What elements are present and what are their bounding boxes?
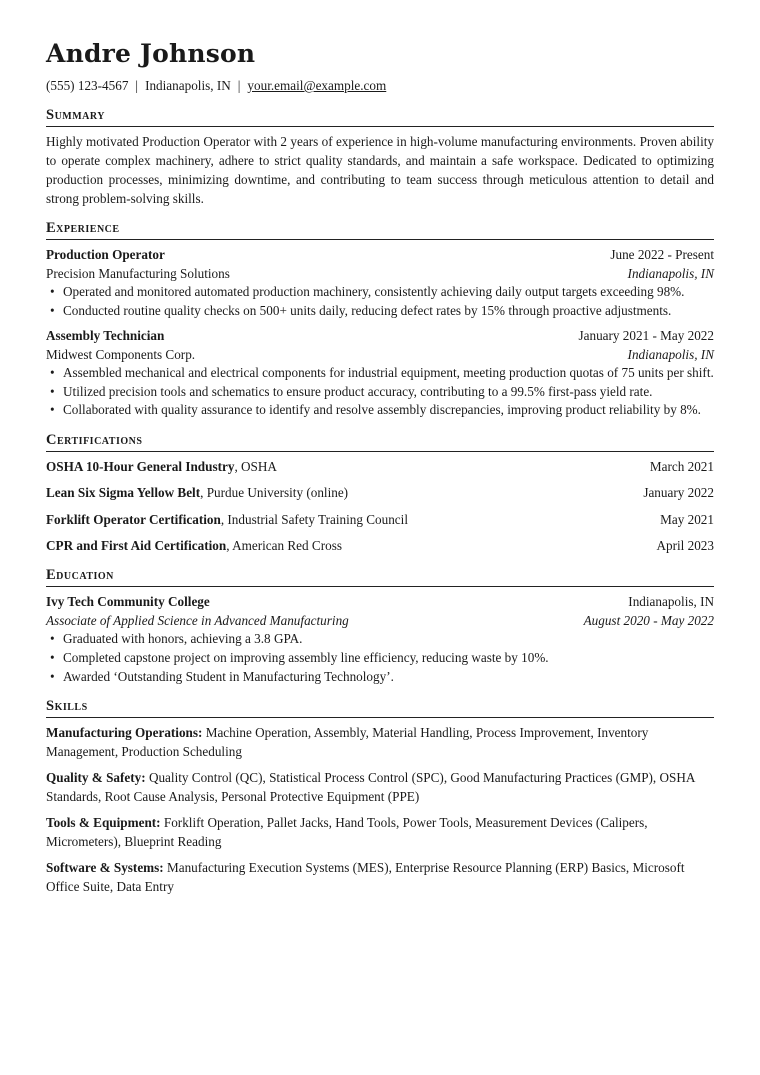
certification-row	[46, 536, 714, 555]
job-role: Production Operator	[46, 247, 165, 262]
job-location: Indianapolis, IN	[627, 347, 714, 363]
education-bullet: • Graduated with honors, achieving a 3.8 GPA.	[63, 630, 714, 649]
job-bullet: • Operated and monitored automated production machinery, consistently achieving daily output targets exceeding 98%.	[63, 283, 714, 302]
phone: (555) 123-4567	[46, 78, 129, 93]
education-bullet: • Completed capstone project on improving assembly line efficiency, reducing waste by 10%.	[63, 649, 714, 668]
skill-label: Manufacturing Operations:	[46, 725, 203, 741]
degree: Associate of Applied Science in Advanced Manufacturing	[46, 613, 349, 629]
certifications-heading: Certifications	[46, 430, 714, 452]
cert-issuer: , OSHA	[234, 458, 277, 474]
summary-heading: Summary	[46, 105, 714, 127]
job-bullets	[46, 283, 714, 320]
contact-line	[46, 77, 714, 95]
job-bullet: • Utilized precision tools and schematics to ensure product accuracy, contributing to a 99.5% first-pass yield rate.	[63, 383, 714, 402]
job-bullet: • Conducted routine quality checks on 500+ units daily, reducing defect rates by 15% through proactive adjustments.	[63, 302, 714, 321]
job-bullets	[46, 364, 714, 420]
certification-row	[46, 457, 714, 476]
job-dates: January 2021 - May 2022	[578, 328, 714, 344]
skill-list: Manufacturing Execution Systems (MES), Enterprise Resource Planning (ERP) Basics, Microsoft Office Suite, Data Entry	[46, 860, 685, 895]
skill-list: Forklift Operation, Pallet Jacks, Hand Tools, Power Tools, Measurement Devices (Calipers, Micrometers), Blueprint Reading	[46, 815, 648, 850]
job-dates: June 2022 - Present	[610, 247, 714, 262]
skill-list: Quality Control (QC), Statistical Process Control (SPC), Good Manufacturing Practices (GMP), OSHA Standards, Root Cause Analysis, Personal Protective Equipment (PPE)	[46, 770, 695, 805]
cert-name: Forklift Operator Certification	[46, 511, 221, 527]
job-location: Indianapolis, IN	[627, 266, 714, 281]
skill-label: Quality & Safety:	[46, 770, 146, 786]
education-bullet: • Awarded ‘Outstanding Student in Manufacturing Technology’.	[63, 668, 714, 687]
cert-issuer: , American Red Cross	[226, 538, 342, 554]
contact-separator: |	[237, 78, 241, 93]
job-company: Precision Manufacturing Solutions	[46, 266, 230, 281]
cert-date: March 2021	[649, 458, 714, 474]
cert-issuer: , Industrial Safety Training Council	[220, 511, 408, 527]
certification-row	[46, 483, 714, 502]
skill-group	[46, 858, 714, 896]
skill-group	[46, 813, 714, 851]
cert-date: May 2021	[660, 511, 714, 527]
cert-name: OSHA 10-Hour General Industry	[46, 458, 235, 474]
skill-list: Machine Operation, Assembly, Material Handling, Process Improvement, Inventory Management, Production Scheduling	[46, 725, 649, 760]
cert-date: April 2023	[656, 538, 714, 554]
candidate-name: Andre Johnson	[46, 39, 256, 68]
email-link[interactable]: your.email@example.com	[247, 78, 387, 93]
skill-label: Software & Systems:	[46, 860, 164, 876]
education-dates: August 2020 - May 2022	[583, 613, 714, 629]
certification-row	[46, 510, 714, 529]
school-name: Ivy Tech Community College	[46, 594, 210, 610]
cert-name: Lean Six Sigma Yellow Belt	[46, 485, 201, 501]
experience-heading: Experience	[46, 218, 714, 240]
skill-group	[46, 723, 714, 761]
job-company: Midwest Components Corp.	[46, 347, 196, 363]
cert-issuer: , Purdue University (online)	[200, 485, 349, 501]
job-entry	[46, 245, 714, 320]
cert-name: CPR and First Aid Certification	[46, 538, 227, 554]
job-entry	[46, 326, 714, 420]
skill-label: Tools & Equipment:	[46, 815, 161, 831]
cert-date: January 2022	[643, 485, 714, 501]
education-bullets	[46, 630, 714, 686]
school-location: Indianapolis, IN	[628, 594, 714, 610]
job-bullet: • Assembled mechanical and electrical components for industrial equipment, meeting production quotas of 75 units per shift.	[63, 364, 714, 383]
education-heading: Education	[46, 565, 714, 587]
resume-document	[46, 38, 714, 903]
job-bullet: • Collaborated with quality assurance to identify and resolve assembly discrepancies, improving product reliability by 8%.	[63, 401, 714, 420]
skills-heading: Skills	[46, 696, 714, 718]
location: Indianapolis, IN	[145, 78, 231, 93]
contact-separator: |	[135, 78, 139, 93]
summary-text: Highly motivated Production Operator with 2 years of experience in high-volume manufacturing environments. Proven ability to operate complex machinery, adhere to strict quality standards, and maintain a safe workspace. Dedicated to optimizing production processes, minimizing downtime, and contributing to team success through meticulous attention to detail and strong problem-solving skills.	[46, 134, 714, 206]
job-role: Assembly Technician	[46, 328, 165, 344]
skill-group	[46, 768, 714, 806]
